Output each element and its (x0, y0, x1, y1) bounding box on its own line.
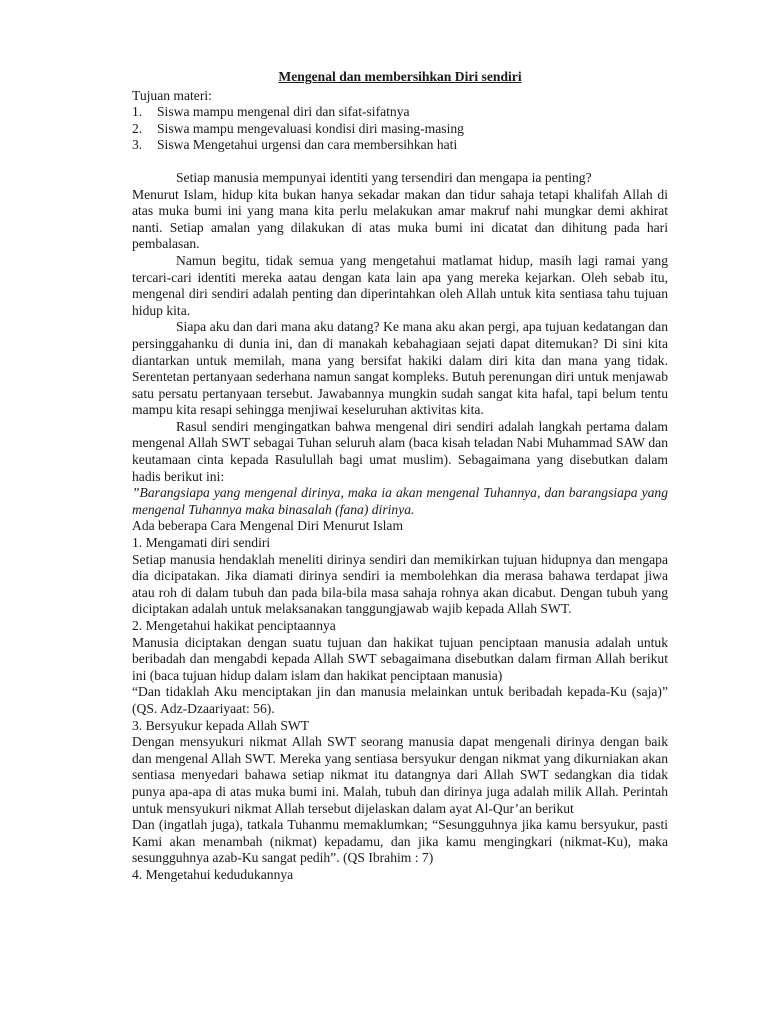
subsection-heading: 3. Bersyukur kepada Allah SWT (132, 717, 310, 733)
paragraph-rasul: Rasul sendiri mengingatkan bahwa mengenal diri sendiri adalah langkah pertama dalam mengenal Allah SWT sebagai Tuhan seluruh alam (baca kisah teladan Nabi Muhammad SAW dan keutamaan cinta kepada Rasulullah bagi umat muslim). Sebagaimana yang disebutkan dalam hadis berikut ini: (132, 418, 668, 484)
objective-item (132, 104, 668, 121)
hadis-quote: ”Barangsiapa yang mengenal dirinya, maka ia akan mengenal Tuhannya, dan barangsiapa yang mengenal Tuhannya maka binasalah (fana) dirinya. (132, 485, 668, 517)
objectives-label: Tujuan materi: (132, 87, 212, 103)
objective-number: 2. (132, 120, 143, 136)
spacer (132, 154, 668, 170)
objective-item (132, 121, 668, 138)
subsection-paragraph: Manusia diciptakan dengan suatu tujuan dan hakikat tujuan penciptaan manusia adalah untuk beribadah dan mengabdi kepada Allah SWT sebagaimana disebutkan dalam firman Allah berikut ini (baca tujuan hidup dalam islam dan hakikat penciptaan manusia) (132, 634, 668, 683)
subsection-paragraph: Setiap manusia hendaklah meneliti dirinya sendiri dan memikirkan tujuan hidupnya dan mengapa dia dicipatakan. Jika diamati dirinya sendiri ia membolehkan dia merasa bahawa terdapat jiwa atau roh di dalam tubuh dan pada bila-bila masa sahaja rohnya akan dicabut. Dengan tubuh yang diciptakan adalah untuk melaksanakan tanggungjawab wajib kepada Allah SWT. (132, 551, 668, 617)
subsection-paragraph: Dengan mensyukuri nikmat Allah SWT seorang manusia dapat mengenali dirinya dengan baik dan mengenal Allah SWT. Mereka yang sentiasa bersyukur dengan nikmat yang dikurniakan akan sentiasa menyedari bahawa setiap nikmat itu datangnya dari Allah SWT sedangkan dia tidak punya apa-apa di atas muka bumi ini. Malah, tubuh dan dirinya juga adalah milik Allah. Perintah untuk mensyukuri nikmat Allah tersebut dijelaskan dalam ayat Al-Qur’an berikut (132, 734, 668, 816)
objective-text: Siswa Mengetahui urgensi dan cara membersihkan hati (157, 137, 458, 153)
quran-quote: “Dan tidaklah Aku menciptakan jin dan manusia melainkan untuk beribadah kepada-Ku (saja)” (QS. Adz-Dzaariyaat: 56). (132, 684, 668, 716)
objective-number: 3. (132, 137, 143, 153)
objective-number: 1. (132, 104, 143, 120)
paragraph-islam: Menurut Islam, hidup kita bukan hanya sekadar makan dan tidur sahaja tetapi khalifah Allah di atas muka bumi ini yang mana kita perlu melakukan amar makruf nahi mungkar demi akhirat nanti. Setiap amalan yang dilakukan di atas muka bumi ini dicatat dan dihitung pada hari pembalasan. (132, 186, 668, 252)
subsection-heading: 4. Mengetahui kedudukannya (132, 866, 294, 882)
objectives-list (132, 104, 668, 154)
document-title: Mengenal dan membersihkan Diri sendiri (278, 69, 522, 84)
section-heading: Ada beberapa Cara Mengenal Diri Menurut Islam (132, 518, 404, 534)
paragraph-namun: Namun begitu, tidak semua yang mengetahui matlamat hidup, masih lagi ramai yang tercari-cari identiti mereka aatau dengan kata lain apa yang mereka kejarkan. Oleh sebab itu, mengenal diri sendiri adalah penting dan diperintahkan oleh Allah untuk kita sentiasa tahu tujuan hidup kita. (132, 252, 668, 318)
objective-text: Siswa mampu mengevaluasi kondisi diri masing-masing (157, 120, 464, 136)
quran-quote: Dan (ingatlah juga), tatkala Tuhanmu memaklumkan; “Sesungguhnya jika kamu bersyukur, pasti Kami akan menambah (nikmat) kepadamu, dan jika kamu mengingkari (nikmat-Ku), maka sesungguhnya azab-Ku sangat pedih”. (QS Ibrahim : 7) (132, 817, 668, 866)
subsection-heading: 2. Mengetahui hakikat penciptaannya (132, 618, 336, 633)
objective-text: Siswa mampu mengenal diri dan sifat-sifatnya (157, 104, 410, 120)
document-page (132, 69, 668, 884)
intro-question: Setiap manusia mempunyai identiti yang tersendiri dan mengapa ia penting? (176, 169, 592, 185)
objective-item (132, 137, 668, 154)
subsection-heading: 1. Mengamati diri sendiri (132, 535, 271, 551)
paragraph-siapa: Siapa aku dan dari mana aku datang? Ke mana aku akan pergi, apa tujuan kedatangan dan persinggahanku di dunia ini, dan di manakah kebahagiaan sejati dapat ditemukan? Di sini kita diantarkan untuk memilah, mana yang bersifat hakiki dalam diri kita dan mana yang tidak. Serentetan pertanyaan sederhana namun sangat kompleks. Butuh perenungan diri untuk menjawab satu persatu pertanyaan tersebut. Jawabannya mungkin sudah sangat kita hafal, tapi belum tentu mampu kita resapi sehingga menjiwai keseluruhan aktivitas kita. (132, 319, 668, 418)
